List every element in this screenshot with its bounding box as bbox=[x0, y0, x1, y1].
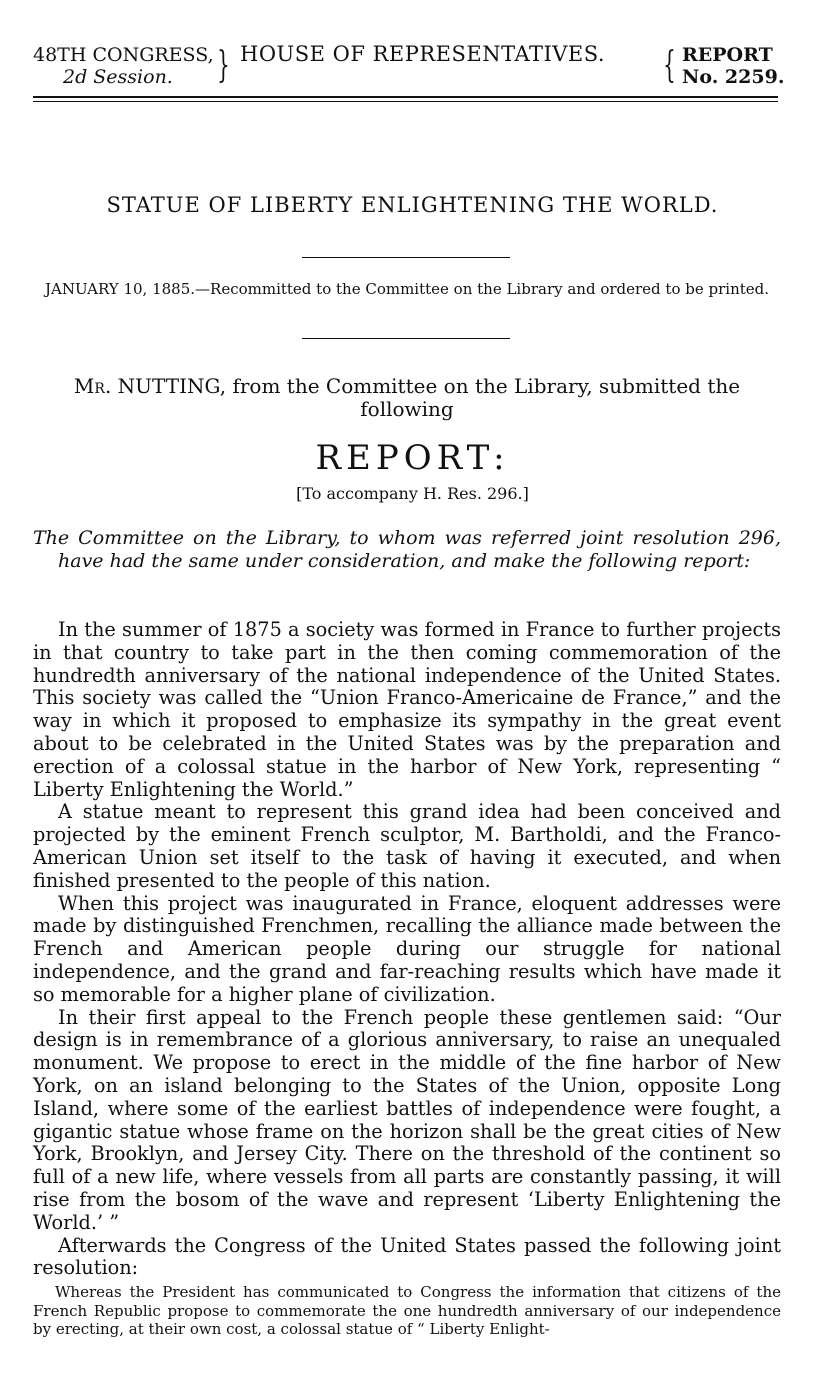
dateline-date: JANUARY 10, 1885. bbox=[44, 280, 196, 298]
submitted-line bbox=[33, 375, 781, 421]
resolution-paragraph: Whereas the President has communicated to Congress the information that citizens of the French Republic propose to commemorate the one hundredth anniversary of our independence by erecting, at their own cost, a colossal statue of “ Liberty Enlight- bbox=[33, 1283, 781, 1338]
body-paragraph: In the summer of 1875 a society was formed in France to further projects in that country to take part in the then coming commemoration of the hundredth anniversary of the national independence of the United States. This society was called the “Union Franco-Americaine de France,” and the way in which it proposed to emphasize its sympathy in the great event about to be celebrated in the United States was by the preparation and erection of a colossal statue in the harbor of New York, representing “ Liberty Enlightening the World.” bbox=[33, 618, 781, 801]
accompany-note: [To accompany H. Res. 296.] bbox=[296, 484, 529, 503]
intro-paragraph: The Committee on the Library, to whom was referred joint resolution 296, have had the same under consideration, and make the following report: bbox=[33, 527, 781, 572]
document-title: STATUE OF LIBERTY ENLIGHTENING THE WORLD. bbox=[106, 193, 719, 217]
report-number bbox=[682, 44, 784, 88]
session-label: 2d Session. bbox=[63, 66, 173, 88]
header-rule-thin bbox=[33, 101, 778, 102]
dateline bbox=[33, 280, 781, 299]
report-body bbox=[33, 619, 781, 1280]
header-rule-thick bbox=[33, 96, 778, 98]
dateline-text: —Recommitted to the Committee on the Library and ordered to be printed. bbox=[195, 280, 770, 298]
congress-label: 48TH CONGRESS, bbox=[33, 44, 214, 66]
right-brace: { bbox=[663, 45, 676, 86]
left-brace: } bbox=[217, 45, 230, 86]
congress-session bbox=[33, 44, 214, 88]
report-label: REPORT bbox=[682, 44, 773, 66]
divider-top bbox=[302, 257, 510, 258]
member-name: Mr. NUTTING, bbox=[73, 374, 227, 398]
body-paragraph: In their first appeal to the French people these gentlemen said: “Our design is in remembrance of a glorious anniversary, to raise an unequaled monument. We propose to erect in the middle of the fine harbor of New York, on an island belonging to the States of the Union, opposite Long Island, where some of the earliest battles of independence were fought, a gigantic statue whose frame on the horizon shall be the great cities of New York, Brooklyn, and Jersey City. There on the threshold of the continent so full of a new life, where vessels from all parts are constantly passing, it will rise from the bosom of the wave and represent ‘Liberty Enlightening the World.’ ” bbox=[33, 1005, 781, 1234]
submitted-text: from the Committee on the Library, submitted the following bbox=[226, 374, 741, 421]
body-paragraph: A statue meant to represent this grand idea had been conceived and projected by the eminent French sculptor, M. Bartholdi, and the Franco-American Union set itself to the task of having it executed, and when finished presented to the people of this nation. bbox=[33, 800, 781, 892]
report-no: No. 2259. bbox=[682, 66, 785, 88]
divider-bottom bbox=[302, 338, 510, 339]
report-heading: REPORT: bbox=[315, 438, 510, 478]
joint-resolution-text bbox=[33, 1283, 781, 1339]
body-paragraph: When this project was inaugurated in France, eloquent addresses were made by distinguished Frenchmen, recalling the alliance made between the French and American people during our struggle for national independence, and the grand and far-reaching results which have made it so memorable for a higher plane of civilization. bbox=[33, 891, 781, 1006]
body-paragraph: Afterwards the Congress of the United States passed the following joint resolution: bbox=[33, 1233, 781, 1280]
house-label: HOUSE OF REPRESENTATIVES. bbox=[240, 42, 606, 66]
